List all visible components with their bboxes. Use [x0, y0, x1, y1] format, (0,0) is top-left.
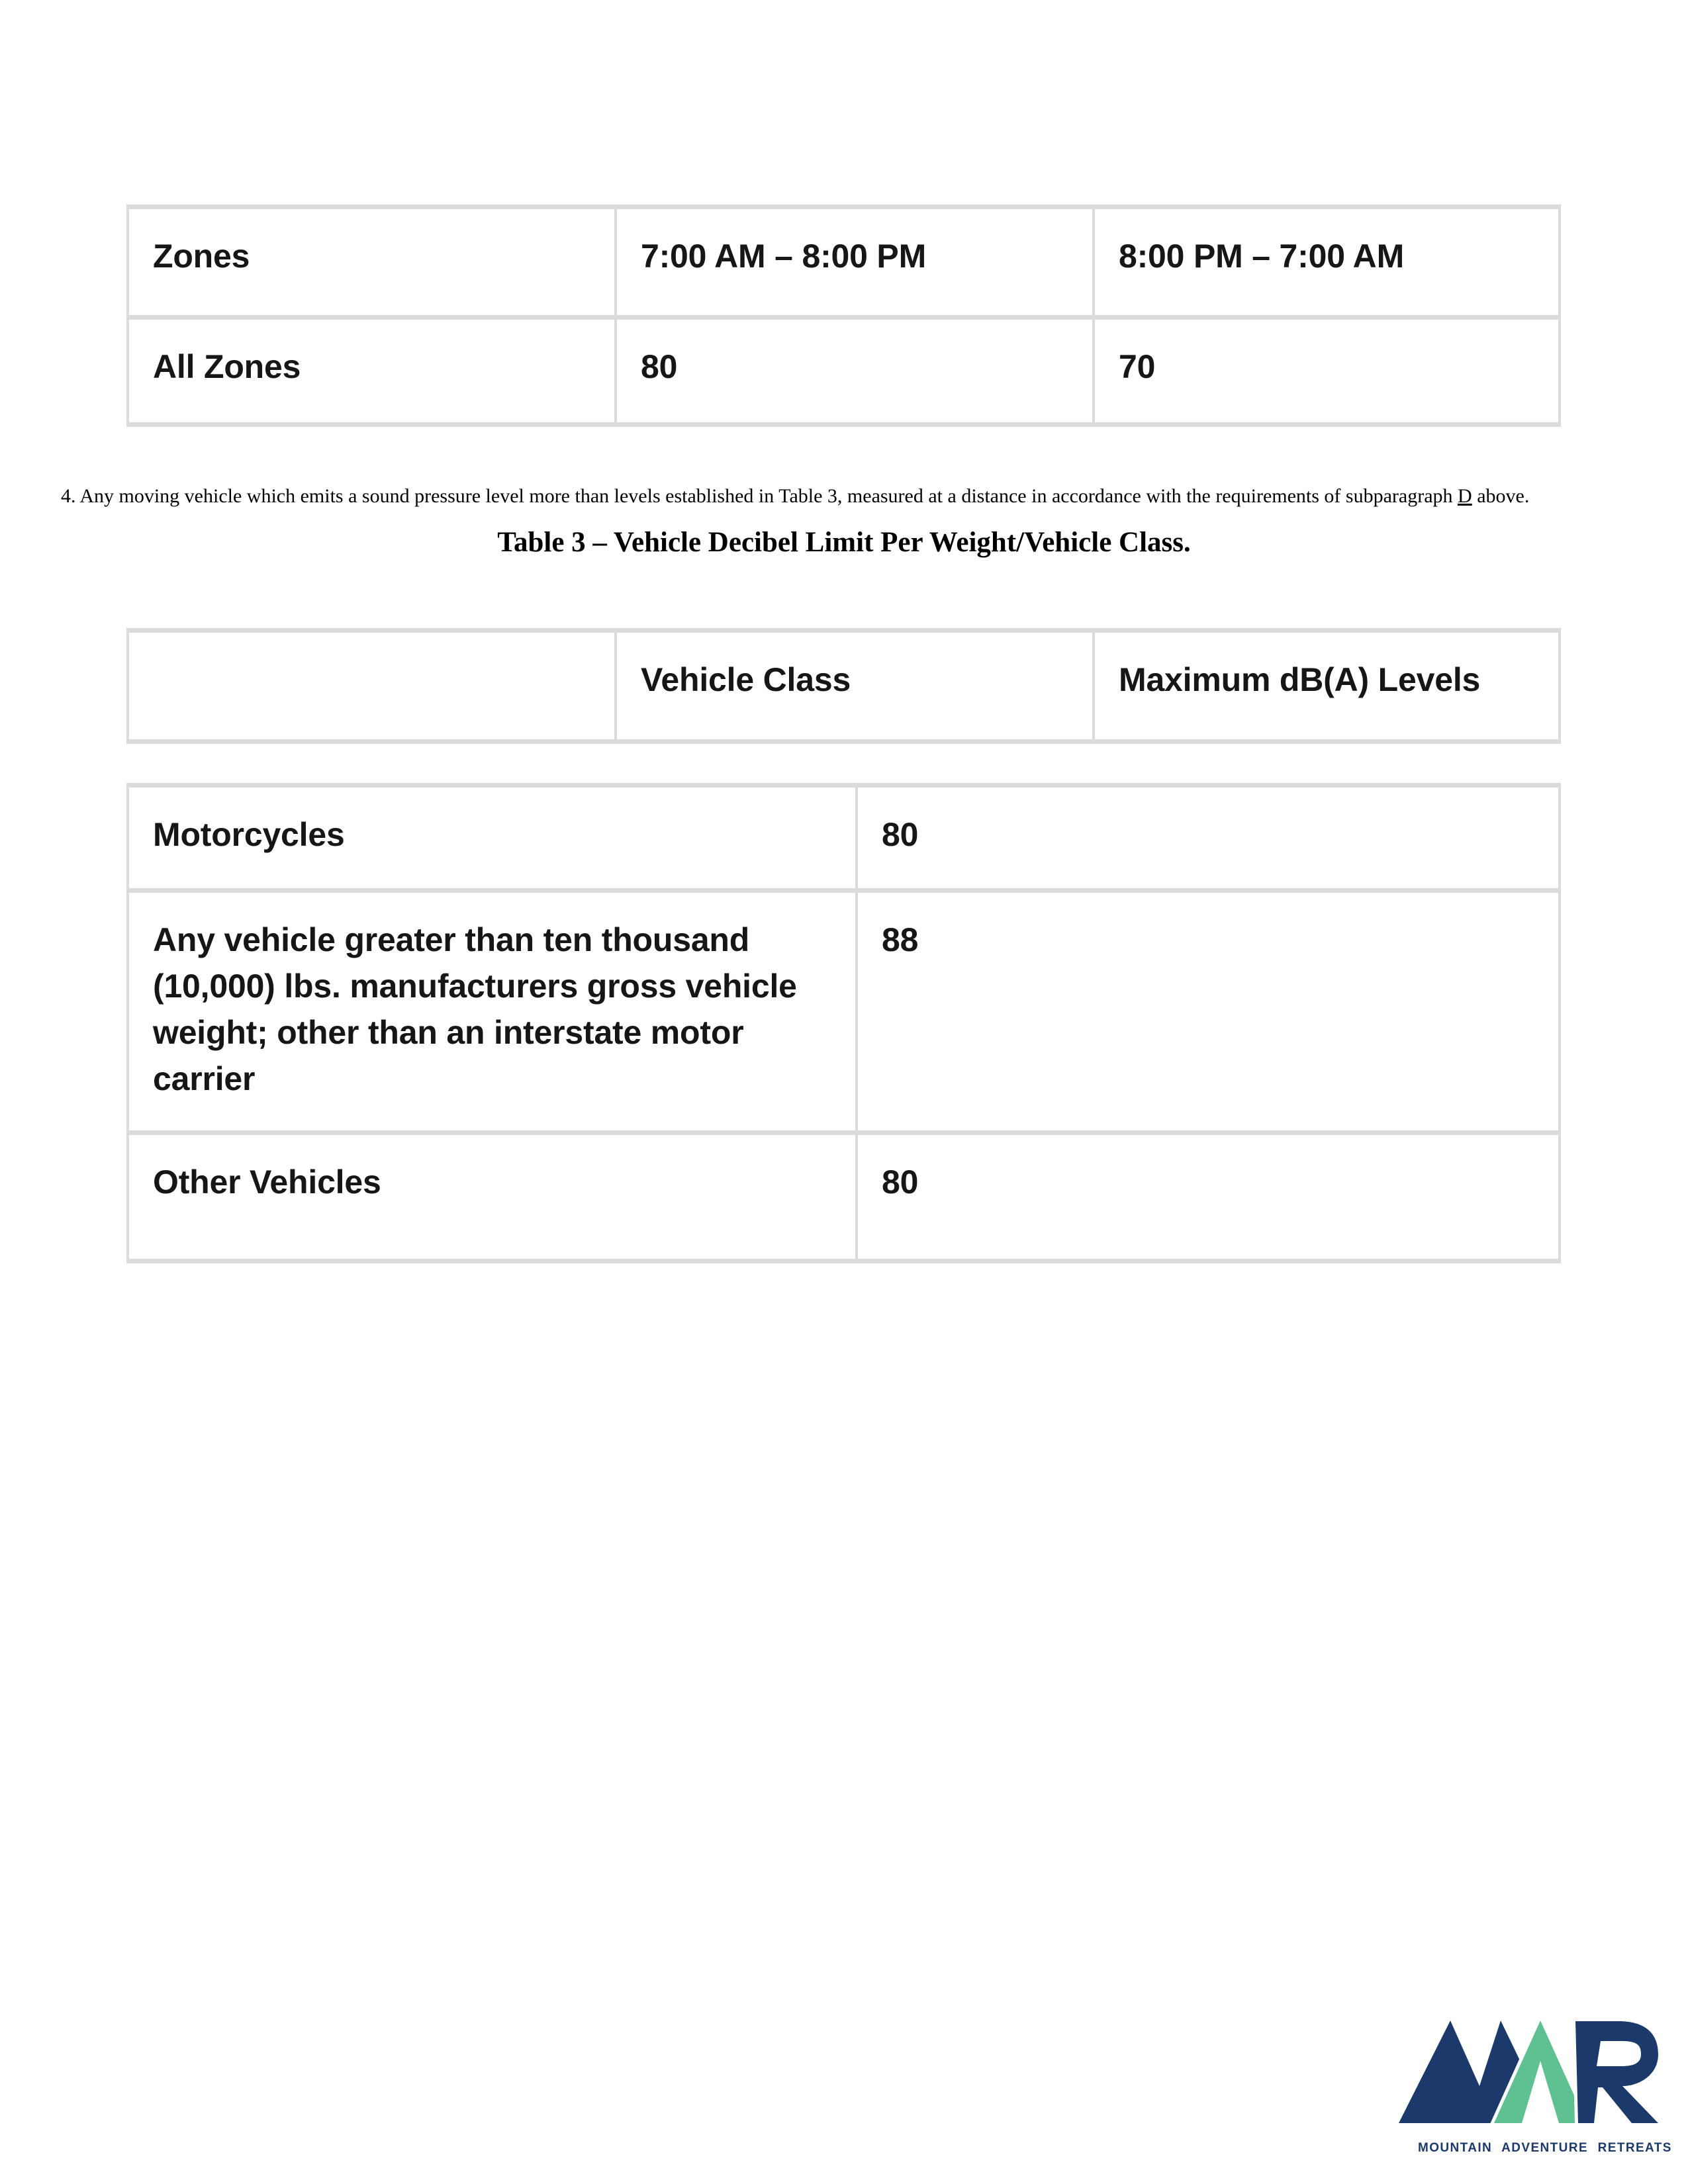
vehicle-class-header-table: [126, 628, 1561, 744]
daytime-limit-cell: 80: [616, 318, 1094, 425]
empty-header-cell: [128, 631, 616, 742]
table-row: [128, 786, 1560, 891]
max-dba-header-cell: Maximum dB(A) Levels: [1094, 631, 1560, 742]
table-header-row: [128, 631, 1560, 742]
vehicle-class-cell: Any vehicle greater than ten thousand (10,000) lbs. manufacturers gross vehicle weight; other than an interstate motor carrier: [128, 891, 857, 1133]
zones-limits-table: [126, 205, 1561, 427]
table-row: [128, 1133, 1560, 1261]
vehicle-limits-table: [126, 783, 1561, 1263]
daytime-header-cell: 7:00 AM – 8:00 PM: [616, 207, 1094, 318]
nighttime-limit-cell: 70: [1094, 318, 1560, 425]
dba-limit-cell: 80: [857, 1133, 1560, 1261]
zones-header-cell: Zones: [128, 207, 616, 318]
dba-limit-cell: 80: [857, 786, 1560, 891]
table-row: [128, 891, 1560, 1133]
note-underlined-reference: D: [1458, 485, 1472, 507]
table3-heading: Table 3 – Vehicle Decibel Limit Per Weight/Vehicle Class.: [497, 527, 1191, 558]
company-logo: [1399, 2020, 1672, 2156]
note-text: 4. Any moving vehicle which emits a sound pressure level more than levels established in Table 3, measured at a distance in accordance with the requirements of subparagraph: [61, 485, 1458, 507]
vehicle-class-cell: Other Vehicles: [128, 1133, 857, 1261]
table-row: [128, 318, 1560, 425]
vehicle-class-cell: Motorcycles: [128, 786, 857, 891]
zone-name-cell: All Zones: [128, 318, 616, 425]
nighttime-header-cell: 8:00 PM – 7:00 AM: [1094, 207, 1560, 318]
vehicle-class-header-cell: Vehicle Class: [616, 631, 1094, 742]
table-header-row: [128, 207, 1560, 318]
note-paragraph: [61, 481, 1631, 512]
note-text-end: above.: [1472, 485, 1530, 507]
logo-tagline: MOUNTAIN ADVENTURE RETREATS: [1418, 2141, 1672, 2155]
dba-limit-cell: 88: [857, 891, 1560, 1133]
logo-letter-r: [1575, 2021, 1658, 2123]
mountain-monogram-icon: [1399, 2020, 1658, 2123]
